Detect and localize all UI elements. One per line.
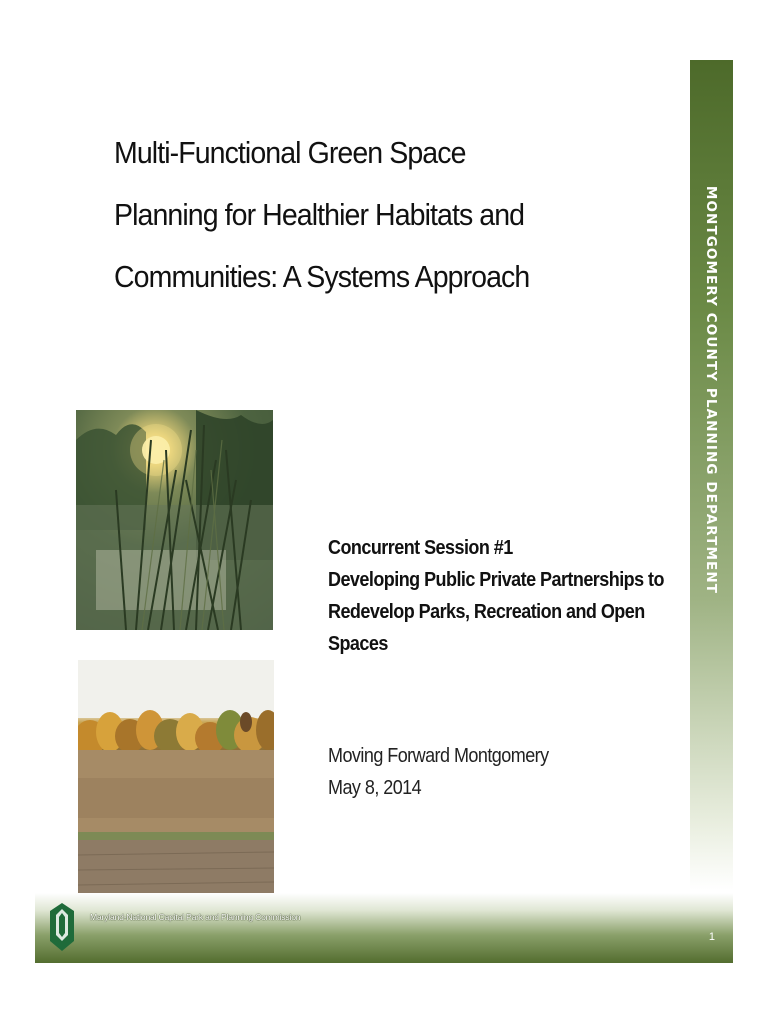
agency-name: Maryland-National Capital Park and Planning Commission <box>90 912 301 922</box>
session-topic-line-2: Redevelop Parks, Recreation and Open <box>328 601 645 623</box>
session-details <box>328 532 664 660</box>
field-photo <box>78 660 274 900</box>
session-topic-line-3: Spaces <box>328 633 388 655</box>
event-date: May 8, 2014 <box>328 777 422 799</box>
title-line-1: Multi-Functional Green Space <box>114 135 466 170</box>
page-number: 1 <box>708 931 715 943</box>
title-line-2: Planning for Healthier Habitats and <box>114 197 525 232</box>
mncppc-logo-icon <box>48 901 76 953</box>
pond-photo <box>76 410 273 630</box>
event-details <box>328 740 549 804</box>
session-topic-line-1: Developing Public Private Partnerships to <box>328 569 664 591</box>
title-line-3: Communities: A Systems Approach <box>114 259 530 294</box>
session-title: Concurrent Session #1 <box>328 537 513 559</box>
footer-band <box>35 893 733 963</box>
slide-title <box>114 122 629 308</box>
sidebar-department-label: MONTGOMERY COUNTY PLANNING DEPARTMENT <box>703 185 719 595</box>
event-name: Moving Forward Montgomery <box>328 745 549 767</box>
